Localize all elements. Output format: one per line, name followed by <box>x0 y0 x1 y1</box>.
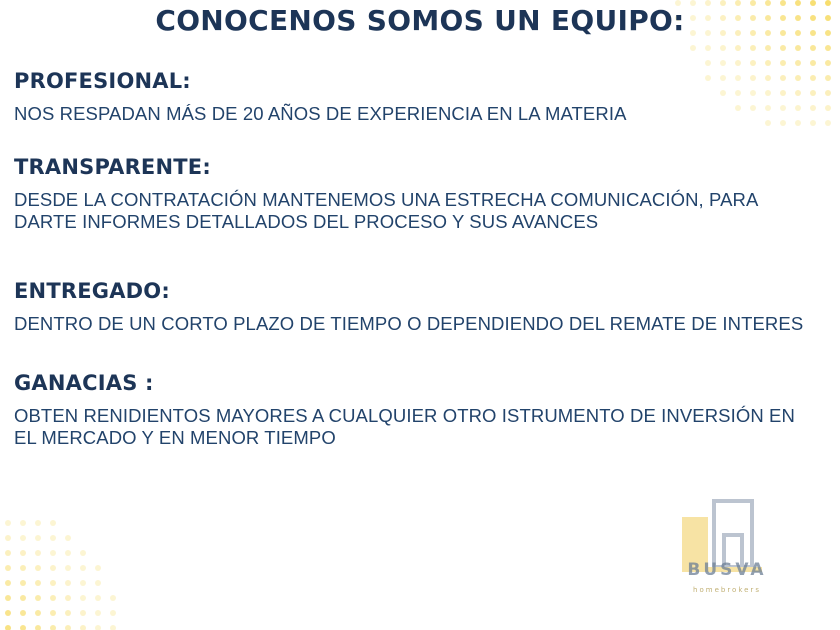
block-transparente <box>14 156 814 234</box>
logo-wordmark: BUSVA <box>687 560 767 580</box>
text-ganacias: OBTEN RENIDIENTOS MAYORES A CUALQUIER OTRO ISTRUMENTO DE INVERSIÓN EN EL MERCADO Y EN MENOR TIEMPO <box>14 404 795 449</box>
slide-title: CONOCENOS SOMOS UN EQUIPO: <box>155 4 685 37</box>
slide-content <box>14 56 814 456</box>
text-profesional: NOS RESPADAN MÁS DE 20 AÑOS DE EXPERIENCIA EN LA MATERIA <box>14 103 627 125</box>
heading-ganacias: GANACIAS : <box>14 370 154 395</box>
block-profesional <box>14 70 814 126</box>
block-entregado <box>14 280 814 336</box>
heading-transparente: TRANSPARENTE: <box>14 154 211 179</box>
text-entregado: DENTRO DE UN CORTO PLAZO DE TIEMPO O DEPENDIENDO DEL REMATE DE INTERES <box>14 312 804 334</box>
heading-profesional: PROFESIONAL: <box>14 69 191 93</box>
block-ganacias <box>14 372 814 450</box>
logo-tagline: homebrokers <box>693 586 761 594</box>
decor-dots-bottom-left <box>0 520 170 630</box>
heading-entregado: ENTREGADO: <box>14 278 170 303</box>
text-transparente: DESDE LA CONTRATACIÓN MANTENEMOS UNA ESTRECHA COMUNICACIÓN, PARA DARTE INFORMES DETALLADOS DEL PROCESO Y SUS AVANCES <box>14 188 758 233</box>
